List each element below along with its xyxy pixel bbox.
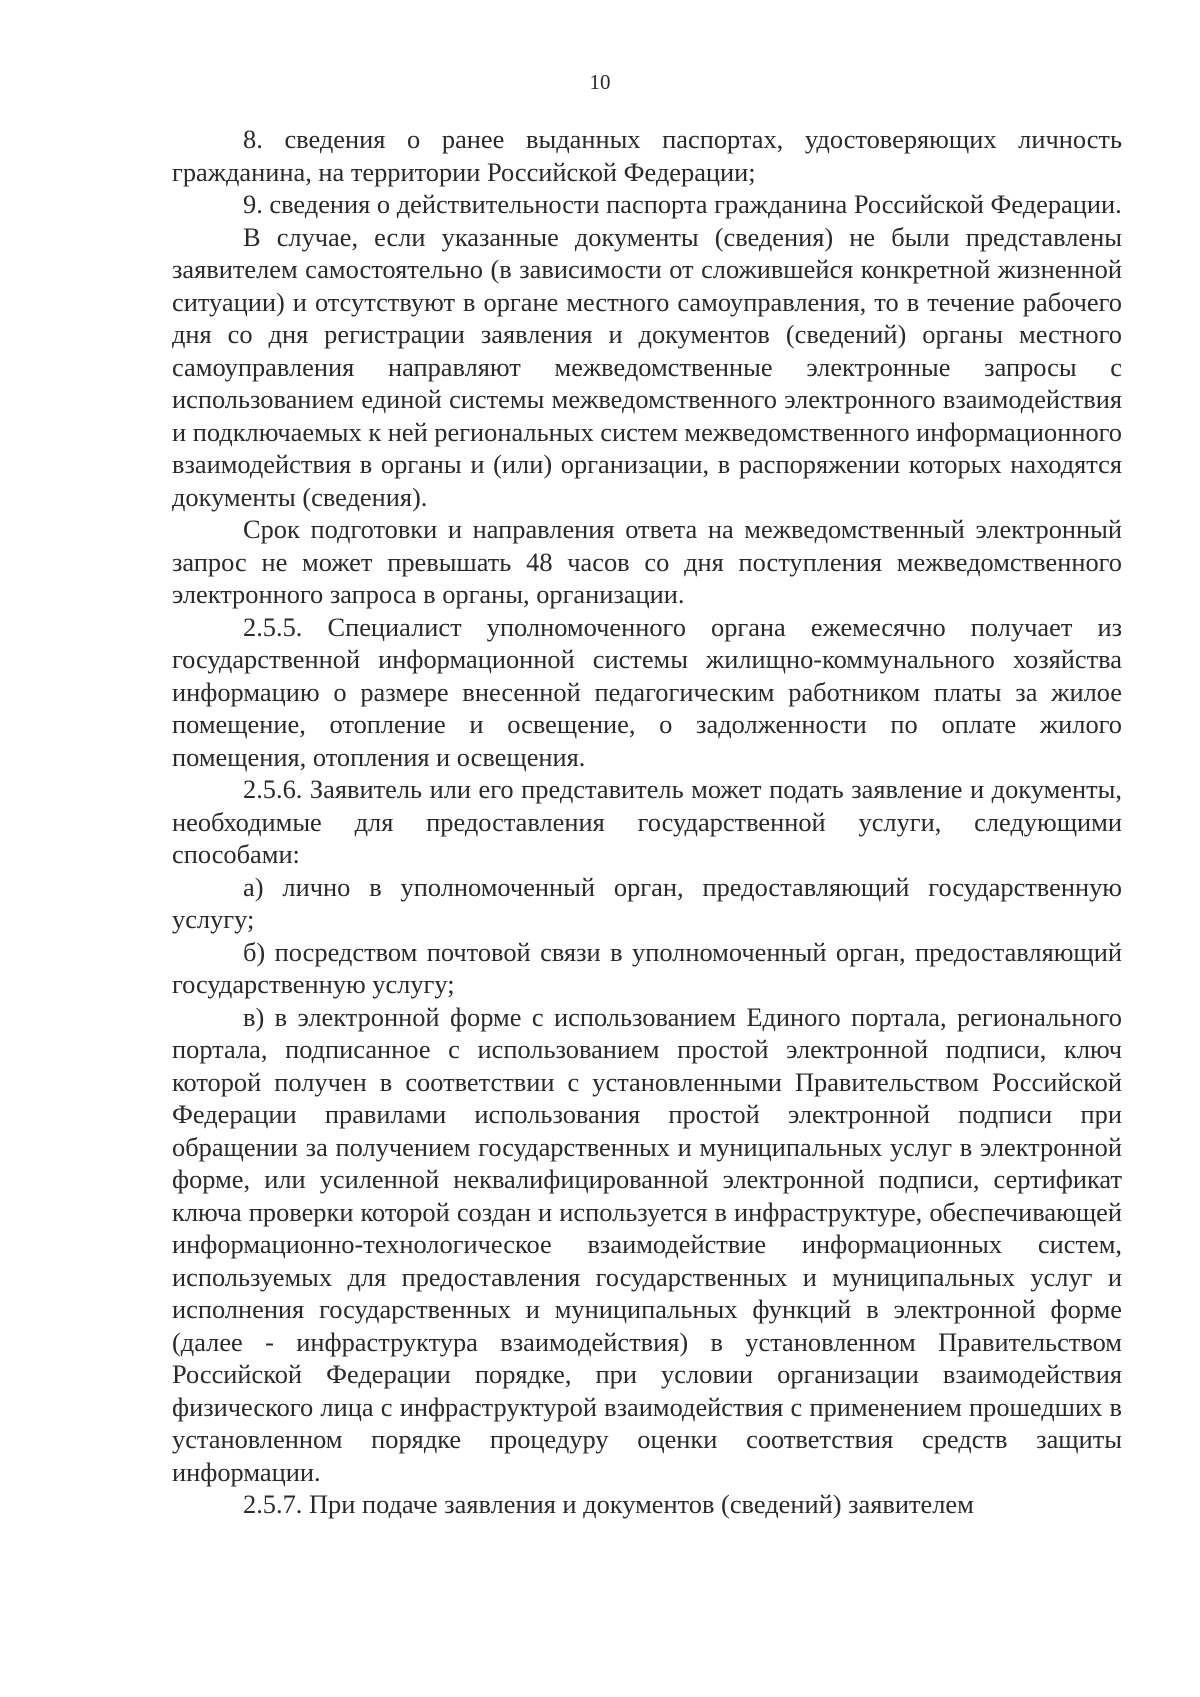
paragraph-response-deadline: Срок подготовки и направления ответа на межведомственный электронный запрос не может превышать 48 часов со дня поступления межведомственного электронного запроса в органы, организации. — [172, 514, 1122, 609]
paragraph-item-9: 9. сведения о действительности паспорта гражданина Российской Федерации. — [243, 189, 1122, 219]
paragraph-interagency-requests: В случае, если указанные документы (сведения) не были представлены заявителем самостоятельно (в зависимости от сложившейся конкретной жизненной ситуации) и отсутствуют в органе местного самоуправления, то в течение рабочего дня со дня регистрации заявления и документов (сведений) органы местного самоуправления направляют межведомственные электронные запросы с использованием единой системы межведомственного электронного взаимодействия и подключаемых к ней региональных систем межведомственного информационного взаимодействия в органы и (или) организации, в распоряжении которых находятся документы (сведения). — [172, 221, 1122, 512]
paragraph-2-5-7: 2.5.7. При подаче заявления и документов (сведений) заявителем — [243, 1489, 974, 1519]
paragraph-option-b: б) посредством почтовой связи в уполномоченный орган, предоставляющий государственную услугу; — [172, 936, 1122, 999]
document-body — [172, 123, 1122, 1521]
page-number: 10 — [589, 70, 611, 94]
paragraph-item-8: 8. сведения о ранее выданных паспортах, удостоверяющих личность гражданина, на территории Российской Федерации; — [172, 124, 1122, 187]
paragraph-2-5-6: 2.5.6. Заявитель или его представитель может подать заявление и документы, необходимые для предоставления государственной услуги, следующими способами: — [172, 774, 1122, 869]
paragraph-option-c: в) в электронной форме с использованием Единого портала, регионального портала, подписанное с использованием простой электронной подписи, ключ которой получен в соответствии с установленными Правительством Российской Федерации правилами использования простой электронной подписи при обращении за получением государственных и муниципальных услуг в электронной форме, или усиленной неквалифицированной электронной подписи, сертификат ключа проверки которой создан и используется в инфраструктуре, обеспечивающей информационно-технологическое взаимодействие информационных систем, используемых для предоставления государственных и муниципальных услуг и исполнения государственных и муниципальных функций в электронной форме (далее - инфраструктура взаимодействия) в установленном Правительством Российской Федерации порядке, при условии организации взаимодействия физического лица с инфраструктурой взаимодействия с применением прошедших в установленном порядке процедуру оценки соответствия средств защиты информации. — [172, 1001, 1122, 1487]
paragraph-option-a: а) лично в уполномоченный орган, предоставляющий государственную услугу; — [172, 871, 1122, 934]
paragraph-2-5-5: 2.5.5. Специалист уполномоченного органа ежемесячно получает из государственной информационной системы жилищно-коммунального хозяйства информацию о размере внесенной педагогическим работником платы за жилое помещение, отопление и освещение, о задолженности по оплате жилого помещения, отопления и освещения. — [172, 611, 1122, 772]
